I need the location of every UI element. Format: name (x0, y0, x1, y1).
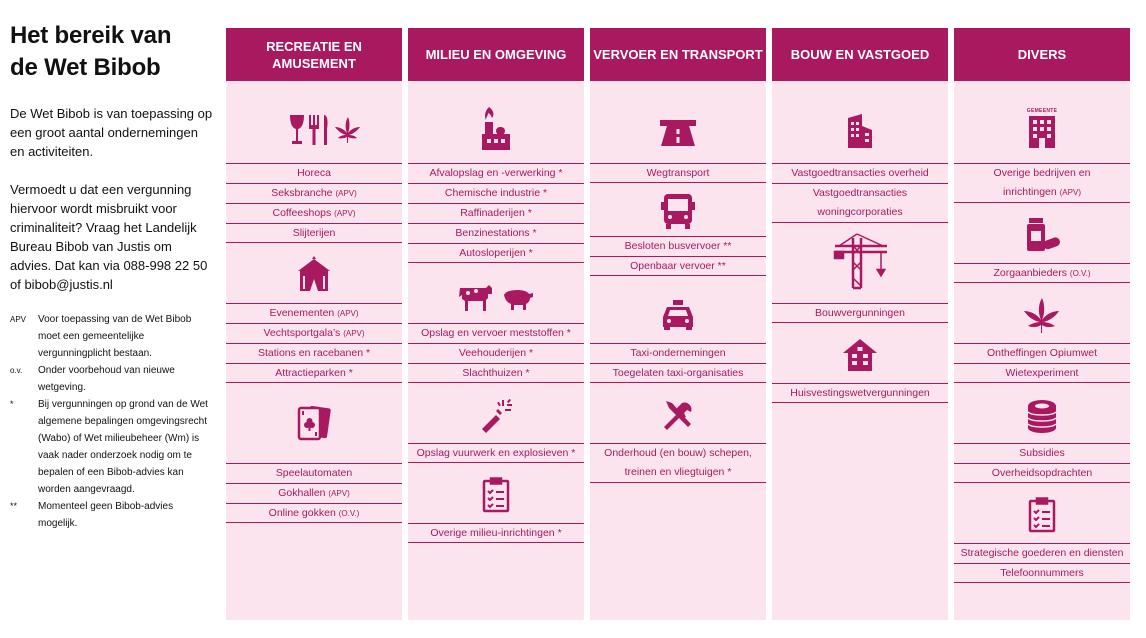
list-item: Online gokken (O.V.) (226, 503, 402, 523)
list-item: Onderhoud (en bouw) schepen, (590, 443, 766, 463)
house-icon (835, 333, 885, 377)
list-item: treinen en vliegtuigen * (590, 463, 766, 483)
column-header: VERVOER EN TRANSPORT (590, 28, 766, 81)
list-item: Subsidies (954, 443, 1130, 463)
list-item: Vastgoedtransacties (772, 183, 948, 203)
office-building-icon (835, 109, 885, 153)
playing-cards-icon (289, 401, 339, 445)
list-item: Vechtsportgala’s (APV) (226, 323, 402, 343)
list-item: Bouwvergunningen (772, 303, 948, 323)
firework-icon (471, 393, 521, 437)
intro-text (10, 104, 215, 294)
list-item: Veehouderijen * (408, 343, 584, 363)
circus-tent-icon (289, 253, 339, 295)
list-item: Autosloperijen * (408, 243, 584, 263)
list-item: Taxi-ondernemingen (590, 343, 766, 363)
list-item: Ontheffingen Opiumwet (954, 343, 1130, 363)
list-item: inrichtingen (APV) (954, 183, 1130, 203)
intro-panel (10, 20, 215, 532)
list-item: Vastgoedtransacties overheid (772, 163, 948, 183)
list-item: Overheidsopdrachten (954, 463, 1130, 483)
construction-crane-icon (830, 231, 890, 291)
list-item: Horeca (226, 163, 402, 183)
legend-row-star: * Bij vergunningen op grond van de Wet algemene bepalingen omgevingsrecht (Wabo) of Wet milieubeheer (Wm) is vaak nader onderzoek nodig om te bepalen of een Bibob-advies kan worden aangevraagd. (10, 399, 208, 495)
medicine-icon (1017, 213, 1067, 257)
intro-paragraph-2: Vermoedt u dat een vergunning hiervoor wordt misbruikt voor criminaliteit? Vraag het Landelijk Bureau Bibob van Justis om advies. Dat kan via 088-998 22 50 of bibob@justis.nl (10, 182, 208, 292)
list-item: Seksbranche (APV) (226, 183, 402, 203)
list-item: Raffinaderijen * (408, 203, 584, 223)
column-divers (954, 28, 1130, 620)
legend (10, 311, 215, 532)
list-item: Chemische industrie * (408, 183, 584, 203)
list-item: woningcorporaties (772, 203, 948, 223)
list-item: Besloten busvervoer ** (590, 236, 766, 256)
list-item: Zorgaanbieders (O.V.) (954, 263, 1130, 283)
road-icon (653, 111, 703, 155)
list-item: Opslag vuurwerk en explosieven * (408, 443, 584, 463)
column-recreatie (226, 28, 402, 620)
page-title: Het bereik van de Wet Bibob (10, 22, 172, 81)
list-item: Evenementen (APV) (226, 303, 402, 323)
column-vervoer (590, 28, 766, 620)
list-item: Afvalopslag en -verwerking * (408, 163, 584, 183)
list-item: Slijterijen (226, 223, 402, 243)
column-bouw (772, 28, 948, 620)
list-item: Overige milieu-inrichtingen * (408, 523, 584, 543)
legend-row-double-star: ** Momenteel geen Bibob-advies mogelijk. (10, 501, 174, 529)
list-item: Benzinestations * (408, 223, 584, 243)
wine-cutlery-cannabis-icon (284, 111, 364, 151)
column-header: RECREATIE EN AMUSEMENT (226, 28, 402, 81)
tools-icon (653, 393, 703, 437)
list-item: Speelautomaten (226, 463, 402, 483)
bus-icon (653, 189, 703, 233)
column-header: DIVERS (954, 28, 1130, 81)
list-item: Opslag en vervoer meststoffen * (408, 323, 584, 343)
cannabis-leaf-icon (1017, 293, 1067, 337)
list-item: Attractieparken * (226, 363, 402, 383)
clipboard-checklist-icon (471, 473, 521, 517)
list-item: Toegelaten taxi-organisaties (590, 363, 766, 383)
list-item: Coffeeshops (APV) (226, 203, 402, 223)
municipality-building-icon: GEMEENTE (1017, 103, 1067, 153)
list-item: Huisvestingswetvergunningen (772, 383, 948, 403)
list-item: Strategische goederen en diensten (954, 543, 1130, 563)
list-item: Slachthuizen * (408, 363, 584, 383)
intro-paragraph-1: De Wet Bibob is van toepassing op een groot aantal ondernemingen en activiteiten. (10, 106, 213, 159)
column-header: MILIEU EN OMGEVING (408, 28, 584, 81)
coin-stack-icon (1017, 393, 1067, 437)
legend-row-apv: APV Voor toepassing van de Wet Bibob moet een gemeentelijke vergunningplicht bestaan. (10, 314, 192, 359)
list-item: Gokhallen (APV) (226, 483, 402, 503)
legend-row-ov: o.v. Onder voorbehoud van nieuwe wetgeving. (10, 365, 175, 393)
column-milieu (408, 28, 584, 620)
clipboard-checklist-icon (1017, 493, 1067, 537)
list-item: Telefoonnummers (954, 563, 1130, 583)
factory-icon (471, 103, 521, 153)
list-item: Wegtransport (590, 163, 766, 183)
taxi-icon (653, 293, 703, 337)
list-item: Overige bedrijven en (954, 163, 1130, 183)
list-item: Wietexperiment (954, 363, 1130, 383)
list-item: Openbaar vervoer ** (590, 256, 766, 276)
list-item: Stations en racebanen * (226, 343, 402, 363)
livestock-icon (456, 279, 536, 315)
column-header: BOUW EN VASTGOED (772, 28, 948, 81)
